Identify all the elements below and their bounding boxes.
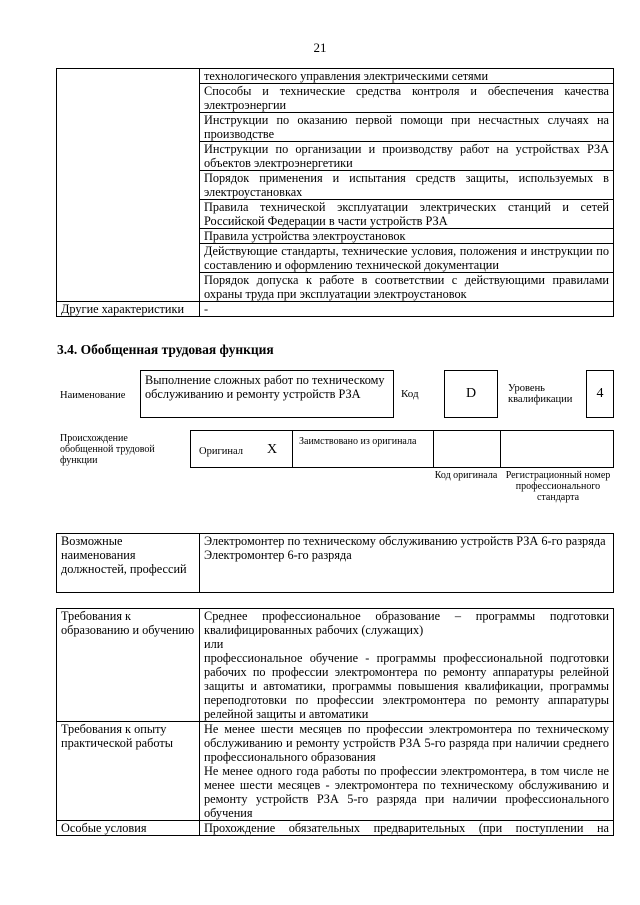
- other-characteristics-value: -: [200, 302, 614, 317]
- level-label: Уровень квалификации: [508, 383, 573, 405]
- reg-caption: Регистрационный номер профессионального стандарта: [505, 470, 611, 503]
- knowledge-item: Инструкции по организации и производству работ на устройствах РЗА объектов электроэнергетики: [200, 142, 614, 171]
- knowledge-item: Правила технической эксплуатации электрических станций и сетей Российской Федерации в части устройств РЗА: [200, 200, 614, 229]
- requirements-table: [56, 608, 614, 836]
- knowledge-item: Правила устройства электроустановок: [200, 229, 614, 244]
- knowledge-item: Порядок допуска к работе в соответствии с действующими правилами охраны труда при эксплуатации электроустановок: [200, 273, 614, 302]
- education-item: профессиональное обучение - программы профессиональной подготовки рабочих по профессии электромонтера по ремонту аппаратуры релейной защиты и автоматики, программы повышения квалификации, программы переподготовки по профессии электромонтера по ремонту аппаратуры релейной защиты и автоматики: [204, 651, 609, 721]
- divider: [433, 431, 434, 467]
- other-characteristics-label: Другие характеристики: [57, 302, 200, 317]
- section-title: 3.4. Обобщенная трудовая функция: [57, 342, 274, 357]
- education-values: [200, 609, 614, 722]
- knowledge-item: Способы и технические средства контроля и обеспечения качества электроэнергии: [200, 84, 614, 113]
- special-value: Прохождение обязательных предварительных (при поступлении на: [200, 821, 614, 836]
- table-row: [57, 821, 614, 836]
- divider: [292, 431, 293, 467]
- knowledge-item: Инструкции по оказанию первой помощи при несчастных случаях на производстве: [200, 113, 614, 142]
- original-mark: X: [267, 442, 278, 457]
- knowledge-item: Действующие стандарты, технические условия, положения и инструкции по составлению и оформлению технической документации: [200, 244, 614, 273]
- education-item: или: [204, 637, 224, 651]
- experience-values: [200, 722, 614, 821]
- special-label: Особые условия: [57, 821, 200, 836]
- experience-item: Не менее шести месяцев по профессии электромонтера по техническому обслуживанию и ремонту устройств РЗА 5-го разряда при наличии среднего профессионального образования: [204, 722, 609, 764]
- table-row: [57, 534, 614, 593]
- knowledge-item: Порядок применения и испытания средств защиты, используемых в электроустановках: [200, 171, 614, 200]
- experience-item: Не менее одного года работы по профессии электромонтера, в том числе не менее шести месяцев - электромонтера по техническому обслуживанию и ремонту устройств РЗА 5-го разряда при наличии профессионального обучения: [204, 764, 609, 820]
- divider: [500, 431, 501, 467]
- empty-label-cell: [57, 69, 200, 302]
- page-number: 21: [313, 40, 327, 55]
- education-label: Требования к образованию и обучению: [57, 609, 200, 722]
- origin-box: [190, 430, 614, 468]
- positions-label: Возможные наименования должностей, профессий: [57, 534, 200, 593]
- table-row: [57, 722, 614, 821]
- code-caption: Код оригинала: [434, 470, 498, 481]
- positions-values: [200, 534, 614, 593]
- level-value: 4: [586, 370, 614, 418]
- table-row: [57, 69, 614, 84]
- borrowed-label: Заимствовано из оригинала: [299, 436, 417, 447]
- table-row: [57, 302, 614, 317]
- code-value: D: [444, 370, 498, 418]
- table-row: [57, 609, 614, 722]
- code-label: Код: [401, 388, 419, 400]
- position-item: Электромонтер по техническому обслуживанию устройств РЗА 6-го разряда: [204, 534, 606, 548]
- original-label: Оригинал: [199, 446, 243, 457]
- positions-table: [56, 533, 614, 593]
- origin-label: Происхождение обобщенной трудовой функции: [60, 433, 155, 466]
- education-item: Среднее профессиональное образование – программы подготовки квалифицированных рабочих (служащих): [204, 609, 609, 637]
- name-value: Выполнение сложных работ по техническому обслуживанию и ремонту устройств РЗА: [140, 370, 394, 418]
- name-label: Наименование: [60, 390, 126, 401]
- knowledge-table: [56, 68, 614, 317]
- position-item: Электромонтер 6-го разряда: [204, 548, 352, 562]
- experience-label: Требования к опыту практической работы: [57, 722, 200, 821]
- knowledge-item: технологического управления электрическими сетями: [200, 69, 614, 84]
